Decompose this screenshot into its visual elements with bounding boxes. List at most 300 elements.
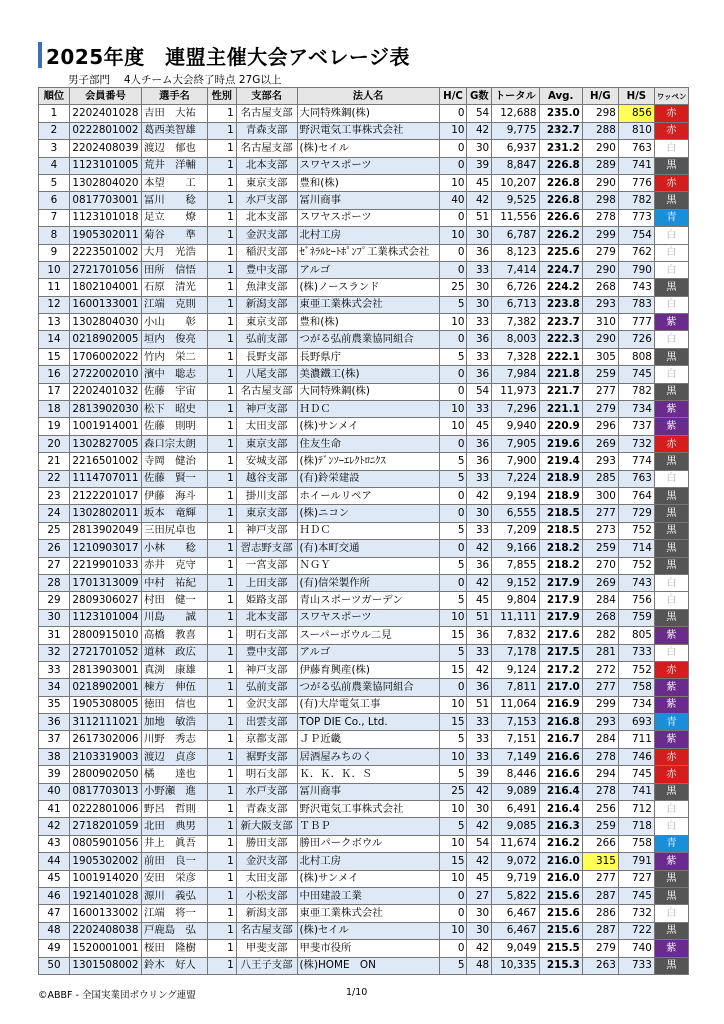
cell-member-no: 0222801006 — [69, 801, 141, 818]
cell-hs: 741 — [618, 783, 654, 800]
cell-member-no: 2219901033 — [69, 557, 141, 574]
cell-gender: 1 — [207, 366, 236, 383]
cell-games: 42 — [467, 540, 492, 557]
cell-gender: 1 — [207, 574, 236, 591]
cell-branch: 神戸支部 — [236, 522, 297, 539]
cell-company: ＮＧＹ — [297, 557, 439, 574]
table-row — [39, 679, 689, 696]
table-row — [39, 887, 689, 904]
cell-player-name: 江端 克則 — [141, 296, 207, 313]
cell-company: 北村工房 — [297, 227, 439, 244]
cell-company: 中田建設工業 — [297, 887, 439, 904]
cell-total: 7,149 — [492, 748, 539, 765]
cell-avg: 218.5 — [539, 522, 582, 539]
cell-avg: 218.9 — [539, 470, 582, 487]
cell-company: (株)サンメイ — [297, 870, 439, 887]
cell-hs: 733 — [618, 957, 654, 974]
cell-rank: 33 — [39, 661, 70, 678]
cell-avg: 216.7 — [539, 731, 582, 748]
cell-player-name: 小野瀬 進 — [141, 783, 207, 800]
cell-hc: 0 — [439, 157, 467, 174]
cell-avg: 219.6 — [539, 435, 582, 452]
header-hg: H/G — [582, 88, 618, 105]
header-member-no: 会員番号 — [69, 88, 141, 105]
cell-avg: 223.8 — [539, 296, 582, 313]
cell-member-no: 2103319003 — [69, 748, 141, 765]
cell-total: 7,414 — [492, 261, 539, 278]
cell-gender: 1 — [207, 522, 236, 539]
cell-badge: 白 — [654, 261, 688, 278]
cell-gender: 1 — [207, 731, 236, 748]
cell-hc: 15 — [439, 714, 467, 731]
cell-rank: 9 — [39, 244, 70, 261]
cell-hc: 0 — [439, 679, 467, 696]
cell-gender: 1 — [207, 766, 236, 783]
cell-player-name: 吉田 大祐 — [141, 105, 207, 122]
cell-hg: 272 — [582, 661, 618, 678]
cell-company: (株)セイル — [297, 140, 439, 157]
footer-page-number: 1/10 — [346, 987, 368, 998]
cell-games: 33 — [467, 470, 492, 487]
cell-rank: 21 — [39, 453, 70, 470]
cell-gender: 1 — [207, 505, 236, 522]
cell-hs: 752 — [618, 522, 654, 539]
cell-games: 30 — [467, 505, 492, 522]
cell-company: (有)本町交通 — [297, 540, 439, 557]
cell-games: 39 — [467, 157, 492, 174]
cell-hs: 712 — [618, 801, 654, 818]
cell-hs: 777 — [618, 314, 654, 331]
cell-games: 54 — [467, 383, 492, 400]
cell-player-name: 三田尻卓也 — [141, 522, 207, 539]
cell-games: 45 — [467, 174, 492, 191]
cell-player-name: 川野 秀志 — [141, 731, 207, 748]
table-row — [39, 870, 689, 887]
cell-player-name: 竹内 栄二 — [141, 348, 207, 365]
cell-gender: 1 — [207, 383, 236, 400]
cell-branch: 明石支部 — [236, 627, 297, 644]
cell-hs: 722 — [618, 922, 654, 939]
cell-branch: 水戸支部 — [236, 783, 297, 800]
header-rank: 順位 — [39, 88, 70, 105]
cell-rank: 23 — [39, 487, 70, 504]
cell-badge: 赤 — [654, 766, 688, 783]
cell-member-no: 1921401028 — [69, 887, 141, 904]
cell-member-no: 2813902049 — [69, 522, 141, 539]
cell-games: 33 — [467, 748, 492, 765]
cell-gender: 1 — [207, 696, 236, 713]
cell-total: 7,153 — [492, 714, 539, 731]
cell-badge: 白 — [654, 366, 688, 383]
cell-company: 野沢電気工事株式会社 — [297, 801, 439, 818]
cell-badge: 紫 — [654, 418, 688, 435]
cell-member-no: 2202401032 — [69, 383, 141, 400]
cell-member-no: 2202408038 — [69, 922, 141, 939]
cell-company: ＨＤＣ — [297, 522, 439, 539]
cell-hc: 0 — [439, 887, 467, 904]
table-row — [39, 418, 689, 435]
cell-company: (株)HOME ON — [297, 957, 439, 974]
cell-hc: 5 — [439, 592, 467, 609]
cell-hs: 737 — [618, 418, 654, 435]
cell-total: 6,937 — [492, 140, 539, 157]
table-row — [39, 244, 689, 261]
cell-games: 42 — [467, 661, 492, 678]
cell-company: つがる弘前農業協同組合 — [297, 331, 439, 348]
table-row — [39, 540, 689, 557]
cell-gender: 1 — [207, 174, 236, 191]
cell-rank: 20 — [39, 435, 70, 452]
cell-hs: 732 — [618, 905, 654, 922]
cell-hg: 298 — [582, 192, 618, 209]
cell-hc: 5 — [439, 957, 467, 974]
cell-hg: 290 — [582, 140, 618, 157]
cell-member-no: 1210903017 — [69, 540, 141, 557]
cell-avg: 232.7 — [539, 122, 582, 139]
cell-rank: 8 — [39, 227, 70, 244]
cell-member-no: 1905308005 — [69, 696, 141, 713]
cell-hc: 5 — [439, 731, 467, 748]
cell-branch: 金沢支部 — [236, 853, 297, 870]
cell-hs: 693 — [618, 714, 654, 731]
cell-hc: 0 — [439, 366, 467, 383]
table-row — [39, 157, 689, 174]
cell-badge: 黒 — [654, 505, 688, 522]
cell-avg: 220.9 — [539, 418, 582, 435]
cell-branch: 東京支部 — [236, 505, 297, 522]
cell-member-no: 1905302011 — [69, 227, 141, 244]
cell-player-name: 棟方 伸伍 — [141, 679, 207, 696]
cell-avg: 226.8 — [539, 174, 582, 191]
cell-member-no: 0218902001 — [69, 679, 141, 696]
cell-hg: 270 — [582, 557, 618, 574]
cell-badge: 白 — [654, 818, 688, 835]
cell-games: 54 — [467, 835, 492, 852]
cell-avg: 215.6 — [539, 905, 582, 922]
cell-badge: 紫 — [654, 401, 688, 418]
cell-avg: 217.9 — [539, 592, 582, 609]
table-row — [39, 314, 689, 331]
cell-hs: 782 — [618, 192, 654, 209]
cell-hc: 0 — [439, 905, 467, 922]
cell-branch: 名古屋支部 — [236, 140, 297, 157]
cell-gender: 1 — [207, 192, 236, 209]
cell-gender: 1 — [207, 661, 236, 678]
cell-player-name: 松下 昭史 — [141, 401, 207, 418]
cell-branch: 水戸支部 — [236, 192, 297, 209]
cell-hs: 729 — [618, 505, 654, 522]
cell-badge: 赤 — [654, 122, 688, 139]
cell-member-no: 2800902050 — [69, 766, 141, 783]
cell-hg: 305 — [582, 348, 618, 365]
cell-gender: 1 — [207, 418, 236, 435]
cell-branch: 裾野支部 — [236, 748, 297, 765]
cell-hs: 745 — [618, 366, 654, 383]
cell-company: 北村工房 — [297, 853, 439, 870]
cell-player-name: 渡辺 郁也 — [141, 140, 207, 157]
header-gender: 性別 — [207, 88, 236, 105]
cell-player-name: 加地 敏浩 — [141, 714, 207, 731]
cell-games: 48 — [467, 957, 492, 974]
cell-member-no: 0805901056 — [69, 835, 141, 852]
cell-gender: 1 — [207, 470, 236, 487]
cell-badge: 赤 — [654, 748, 688, 765]
table-row — [39, 279, 689, 296]
cell-games: 42 — [467, 853, 492, 870]
cell-total: 7,811 — [492, 679, 539, 696]
cell-branch: 東京支部 — [236, 314, 297, 331]
cell-avg: 217.5 — [539, 644, 582, 661]
cell-player-name: 垣内 俊亮 — [141, 331, 207, 348]
cell-games: 45 — [467, 592, 492, 609]
cell-total: 11,111 — [492, 609, 539, 626]
cell-avg: 216.8 — [539, 714, 582, 731]
cell-gender: 1 — [207, 887, 236, 904]
cell-gender: 1 — [207, 209, 236, 226]
cell-player-name: 桜田 隆樹 — [141, 940, 207, 957]
cell-games: 33 — [467, 731, 492, 748]
cell-badge: 白 — [654, 592, 688, 609]
cell-hg: 268 — [582, 609, 618, 626]
cell-player-name: 濱中 聡志 — [141, 366, 207, 383]
cell-total: 7,296 — [492, 401, 539, 418]
cell-games: 42 — [467, 574, 492, 591]
cell-hg: 268 — [582, 279, 618, 296]
cell-hc: 10 — [439, 227, 467, 244]
cell-badge: 白 — [654, 905, 688, 922]
cell-rank: 5 — [39, 174, 70, 191]
cell-company: (株)サンメイ — [297, 418, 439, 435]
cell-hs: 758 — [618, 679, 654, 696]
cell-total: 5,822 — [492, 887, 539, 904]
cell-player-name: 石原 清光 — [141, 279, 207, 296]
header-badge: ワッペン — [654, 88, 688, 105]
cell-player-name: 菊谷 準 — [141, 227, 207, 244]
table-row — [39, 766, 689, 783]
cell-gender: 1 — [207, 714, 236, 731]
cell-badge: 黒 — [654, 887, 688, 904]
cell-hg: 273 — [582, 522, 618, 539]
cell-branch: 習志野支部 — [236, 540, 297, 557]
cell-avg: 224.7 — [539, 261, 582, 278]
cell-badge: 黒 — [654, 540, 688, 557]
cell-badge: 赤 — [654, 435, 688, 452]
cell-member-no: 3112111021 — [69, 714, 141, 731]
cell-player-name: 小山 彰 — [141, 314, 207, 331]
cell-hc: 10 — [439, 870, 467, 887]
cell-member-no: 1905302002 — [69, 853, 141, 870]
cell-games: 51 — [467, 696, 492, 713]
cell-gender: 1 — [207, 922, 236, 939]
cell-company: 豊和(株) — [297, 174, 439, 191]
cell-hs: 752 — [618, 557, 654, 574]
cell-total: 11,556 — [492, 209, 539, 226]
cell-hc: 0 — [439, 383, 467, 400]
cell-member-no: 2617302006 — [69, 731, 141, 748]
cell-rank: 47 — [39, 905, 70, 922]
cell-avg: 224.2 — [539, 279, 582, 296]
cell-company: スワヤスポーツ — [297, 609, 439, 626]
cell-rank: 25 — [39, 522, 70, 539]
cell-avg: 217.2 — [539, 661, 582, 678]
cell-hs: 810 — [618, 122, 654, 139]
cell-company: ＴＢＰ — [297, 818, 439, 835]
cell-branch: 安城支部 — [236, 453, 297, 470]
table-row — [39, 714, 689, 731]
table-row — [39, 261, 689, 278]
cell-company: ＪＰ近畿 — [297, 731, 439, 748]
cell-avg: 226.8 — [539, 157, 582, 174]
cell-branch: 八王子支部 — [236, 957, 297, 974]
cell-rank: 13 — [39, 314, 70, 331]
cell-member-no: 1114707011 — [69, 470, 141, 487]
cell-company: 東亜工業株式会社 — [297, 905, 439, 922]
cell-gender: 1 — [207, 401, 236, 418]
cell-avg: 225.6 — [539, 244, 582, 261]
cell-total: 6,787 — [492, 227, 539, 244]
cell-avg: 218.5 — [539, 505, 582, 522]
cell-gender: 1 — [207, 783, 236, 800]
cell-hg: 277 — [582, 870, 618, 887]
cell-hc: 25 — [439, 783, 467, 800]
cell-total: 9,525 — [492, 192, 539, 209]
cell-total: 10,335 — [492, 957, 539, 974]
cell-hg: 284 — [582, 592, 618, 609]
cell-branch: 青森支部 — [236, 122, 297, 139]
cell-member-no: 2722002010 — [69, 366, 141, 383]
cell-total: 6,555 — [492, 505, 539, 522]
cell-hg: 287 — [582, 887, 618, 904]
header-company: 法人名 — [297, 88, 439, 105]
table-header-row — [39, 88, 689, 105]
cell-branch: 東京支部 — [236, 435, 297, 452]
cell-branch: 一宮支部 — [236, 557, 297, 574]
cell-player-name: 橘 達也 — [141, 766, 207, 783]
cell-player-name: 足立 燎 — [141, 209, 207, 226]
cell-games: 51 — [467, 609, 492, 626]
cell-player-name: 冨川 稔 — [141, 192, 207, 209]
cell-player-name: 江端 将一 — [141, 905, 207, 922]
cell-rank: 48 — [39, 922, 70, 939]
cell-rank: 32 — [39, 644, 70, 661]
cell-avg: 218.2 — [539, 540, 582, 557]
cell-hc: 0 — [439, 540, 467, 557]
cell-hc: 10 — [439, 748, 467, 765]
cell-member-no: 1001914001 — [69, 418, 141, 435]
cell-player-name: 村田 健一 — [141, 592, 207, 609]
cell-player-name: 高橋 教喜 — [141, 627, 207, 644]
cell-hc: 0 — [439, 209, 467, 226]
cell-total: 9,049 — [492, 940, 539, 957]
cell-hc: 25 — [439, 279, 467, 296]
cell-member-no: 2202401028 — [69, 105, 141, 122]
cell-branch: 掛川支部 — [236, 487, 297, 504]
cell-gender: 1 — [207, 818, 236, 835]
cell-branch: 長野支部 — [236, 348, 297, 365]
header-branch: 支部名 — [236, 88, 297, 105]
cell-hc: 10 — [439, 418, 467, 435]
cell-avg: 215.6 — [539, 922, 582, 939]
cell-rank: 38 — [39, 748, 70, 765]
cell-gender: 1 — [207, 140, 236, 157]
cell-gender: 1 — [207, 940, 236, 957]
cell-player-name: 田所 信悟 — [141, 261, 207, 278]
cell-rank: 10 — [39, 261, 70, 278]
cell-total: 11,064 — [492, 696, 539, 713]
cell-member-no: 2809306027 — [69, 592, 141, 609]
cell-member-no: 2122201017 — [69, 487, 141, 504]
cell-rank: 12 — [39, 296, 70, 313]
cell-hs: 745 — [618, 887, 654, 904]
cell-branch: 北本支部 — [236, 157, 297, 174]
table-row — [39, 731, 689, 748]
cell-player-name: 小林 稔 — [141, 540, 207, 557]
table-row — [39, 940, 689, 957]
cell-hs: 790 — [618, 261, 654, 278]
cell-rank: 28 — [39, 574, 70, 591]
cell-games: 54 — [467, 105, 492, 122]
cell-hc: 0 — [439, 331, 467, 348]
cell-hc: 10 — [439, 314, 467, 331]
cell-branch: 北本支部 — [236, 609, 297, 626]
cell-rank: 2 — [39, 122, 70, 139]
cell-games: 33 — [467, 261, 492, 278]
cell-hc: 0 — [439, 261, 467, 278]
cell-hs: 734 — [618, 401, 654, 418]
cell-company: (有)信栄製作所 — [297, 574, 439, 591]
cell-games: 42 — [467, 818, 492, 835]
cell-hg: 269 — [582, 435, 618, 452]
table-body — [39, 105, 689, 975]
cell-badge: 紫 — [654, 940, 688, 957]
cell-games: 51 — [467, 209, 492, 226]
cell-total: 7,832 — [492, 627, 539, 644]
cell-hg: 296 — [582, 418, 618, 435]
cell-hg: 279 — [582, 940, 618, 957]
cell-hs: 714 — [618, 540, 654, 557]
average-table — [38, 87, 689, 975]
cell-hs: 783 — [618, 296, 654, 313]
table-row — [39, 331, 689, 348]
header-player-name: 選手名 — [141, 88, 207, 105]
cell-total: 6,467 — [492, 922, 539, 939]
cell-rank: 35 — [39, 696, 70, 713]
cell-gender: 1 — [207, 331, 236, 348]
table-row — [39, 644, 689, 661]
cell-avg: 221.7 — [539, 383, 582, 400]
cell-company: 青山スポーツガーデン — [297, 592, 439, 609]
cell-badge: 黒 — [654, 783, 688, 800]
cell-avg: 217.0 — [539, 679, 582, 696]
cell-total: 7,855 — [492, 557, 539, 574]
cell-gender: 1 — [207, 644, 236, 661]
table-row — [39, 783, 689, 800]
cell-gender: 1 — [207, 835, 236, 852]
cell-hs: 743 — [618, 574, 654, 591]
cell-hs: 732 — [618, 435, 654, 452]
cell-member-no: 0817703013 — [69, 783, 141, 800]
cell-rank: 30 — [39, 609, 70, 626]
cell-hs: 745 — [618, 766, 654, 783]
cell-games: 36 — [467, 435, 492, 452]
cell-hg: 287 — [582, 922, 618, 939]
cell-hg: 259 — [582, 366, 618, 383]
cell-games: 36 — [467, 557, 492, 574]
cell-branch: 甲斐支部 — [236, 940, 297, 957]
cell-hc: 0 — [439, 487, 467, 504]
cell-games: 36 — [467, 679, 492, 696]
table-row — [39, 835, 689, 852]
